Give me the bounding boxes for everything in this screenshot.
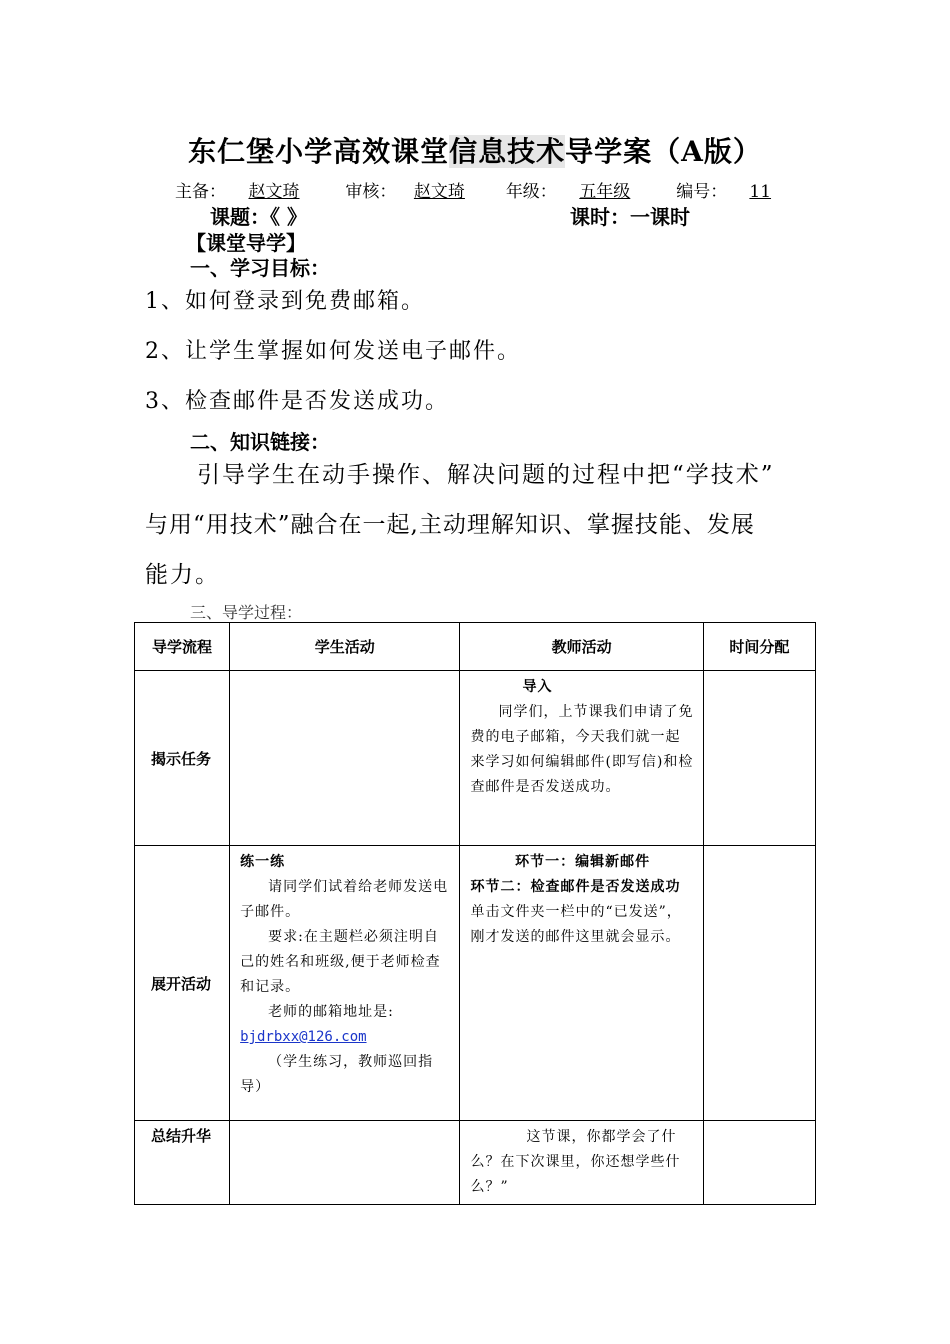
time-cell [703,846,815,1121]
author-label: 主备： [175,182,226,202]
table-header: 导学流程 [135,623,230,671]
teacher-activity-cell [460,1121,703,1205]
teacher-activity-cell [460,846,703,1121]
table-header: 学生活动 [230,623,460,671]
goal-item: 2、让学生掌握如何发送电子邮件。 [145,339,521,364]
table-row [135,671,816,846]
row-label: 揭示任务 [135,671,230,846]
table-row [135,846,816,1121]
grade-value: 五年级 [579,182,631,202]
section1-heading: 一、学习目标： [190,256,330,280]
number-label: 编号： [676,182,728,202]
meta-line [175,177,793,202]
row-label: 展开活动 [135,846,230,1121]
table-header: 时间分配 [703,623,815,671]
student-text: 要求:在主题栏必须注明自己的姓名和班级,便于老师检查和记录。 [240,929,441,995]
number-value: 11 [749,182,772,202]
teacher-text: 这节课，你都学会了什么？在下次课里，你还想学些什么？” [470,1129,681,1195]
section3-heading: 三、导学过程： [190,603,303,622]
teacher-text: 单击文件夹一栏中的“已发送”，刚才发送的邮件这里就会显示。 [470,904,682,945]
student-text: （学生练习，教师巡回指导） [240,1054,434,1095]
student-text: 老师的邮箱地址是: [268,1004,394,1020]
teacher-step: 环节一：编辑新邮件 [515,854,651,870]
teacher-email-link[interactable]: bjdrbxx@126.com [240,1029,367,1045]
student-activity-cell [230,671,460,846]
goal-item: 1、如何登录到免费邮箱。 [145,289,425,314]
teacher-step: 环节二：检查邮件是否发送成功 [470,879,681,895]
row-label: 总结升华 [135,1121,230,1205]
student-activity-cell [230,846,460,1121]
time-cell [703,671,815,846]
student-text: 请同学们试着给老师发送电子邮件。 [240,879,449,920]
page-title [0,130,950,170]
author-value: 赵文琦 [248,182,300,202]
title-part2: 导学案（A版） [565,135,762,168]
section2-heading: 二、知识链接： [190,430,330,454]
reviewer-label: 审核： [345,182,397,202]
table-header: 教师活动 [460,623,703,671]
process-table [134,622,816,1205]
knowledge-line: 能力。 [145,562,220,588]
title-highlight: 信息技术 [449,135,566,168]
lesson-time: 课时：一课时 [570,205,690,229]
goal-item: 3、检查邮件是否发送成功。 [145,389,449,414]
student-activity-cell [230,1121,460,1205]
reviewer-value: 赵文琦 [413,182,465,202]
table-header-row [135,623,816,671]
student-title: 练一练 [240,854,286,870]
time-cell [703,1121,815,1205]
teacher-text: 同学们，上节课我们申请了免费的电子邮箱，今天我们就一起来学习如何编辑邮件(即写信)和检查邮件是否发送成功。 [470,704,694,795]
table-row [135,1121,816,1205]
classroom-guide-heading: 【课堂导学】 [186,231,306,255]
knowledge-line: 与用“用技术”融合在一起,主动理解知识、掌握技能、发展 [145,512,755,538]
title-part1: 东仁堡小学高效课堂 [188,135,450,168]
knowledge-line: 引导学生在动手操作、解决问题的过程中把“学技术” [197,462,775,488]
grade-label: 年级： [505,182,557,202]
teacher-activity-cell [460,671,703,846]
teacher-title: 导入 [522,679,553,695]
topic: 课题：《 》 [210,205,307,229]
